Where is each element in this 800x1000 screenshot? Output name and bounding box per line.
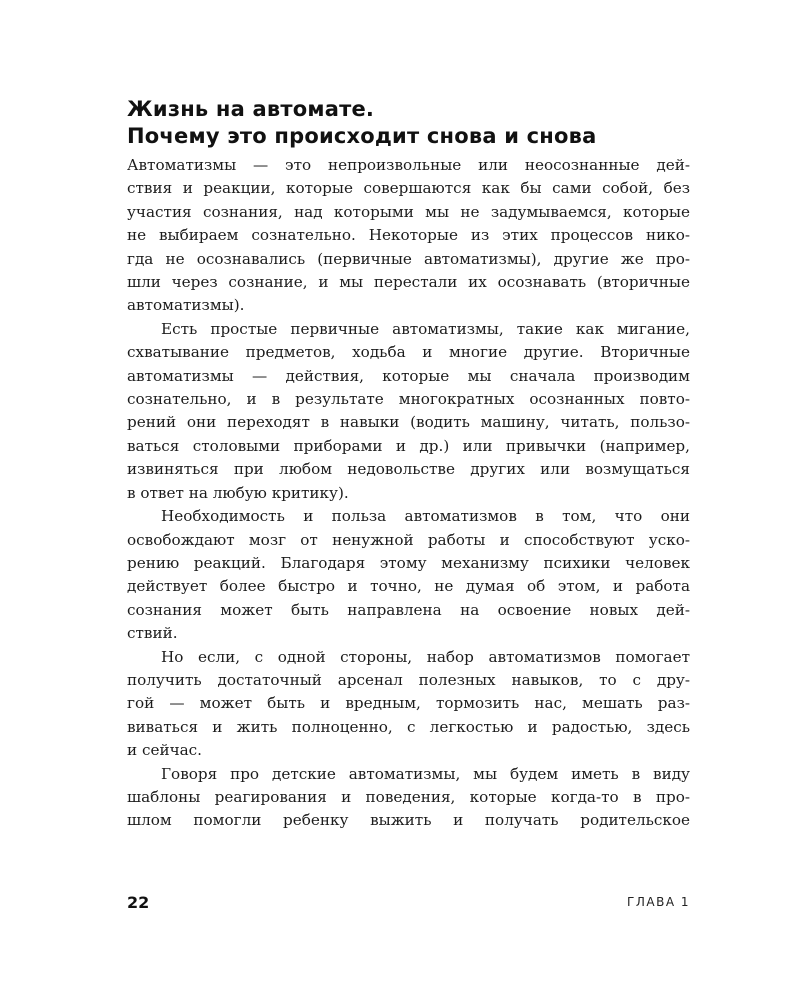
text-line: ваться столовыми приборами и др.) или привычки (например,: [127, 436, 690, 455]
text-line: автоматизмы — действия, которые мы сначала производим: [127, 366, 690, 385]
text-line: Автоматизмы — это непроизвольные или неосознанные дей-: [127, 156, 690, 174]
text-line: в ответ на любую критику).: [127, 483, 349, 502]
text-line: освобождают мозг от ненужной работы и способствуют уско-: [127, 530, 690, 549]
text-line: участия сознания, над которыми мы не задумываемся, которые: [127, 202, 690, 221]
text-line: гда не осознавались (первичные автоматизмы), другие же про-: [127, 249, 690, 268]
text-line: виваться и жить полноценно, с легкостью и радостью, здесь: [127, 717, 690, 736]
text-line: рению реакций. Благодаря этому механизму психики человек: [127, 553, 690, 572]
heading-line-1: Жизнь на автомате.: [127, 97, 375, 121]
chapter-label: ГЛАВА 1: [627, 895, 690, 909]
text-line: шаблоны реагирования и поведения, которые когда-то в про-: [127, 787, 690, 806]
text-line: рений они переходят в навыки (водить машину, читать, пользо-: [127, 413, 690, 432]
text-line: не выбираем сознательно. Некоторые из этих процессов нико-: [127, 226, 690, 245]
page-footer: [127, 893, 690, 913]
paragraph-3: [127, 505, 690, 645]
text-line: схватывание предметов, ходьба и многие другие. Вторичные: [127, 343, 690, 362]
text-line: шлом помогли ребенку выжить и получать родительское: [127, 811, 690, 830]
text-line: шли через сознание, и мы перестали их осознавать (вторичные: [127, 273, 690, 292]
text-line: извиняться при любом недовольстве других или возмущаться: [127, 460, 690, 479]
paragraph-1: [127, 154, 690, 318]
paragraph-4: [127, 646, 690, 763]
text-line: ствия и реакции, которые совершаются как бы сами собой, без: [127, 179, 690, 198]
text-line: гой — может быть и вредным, тормозить нас, мешать раз-: [127, 694, 690, 713]
text-line: Говоря про детские автоматизмы, мы будем иметь в виду: [161, 764, 690, 783]
text-line: Есть простые первичные автоматизмы, такие как мигание,: [161, 319, 690, 338]
book-page: [127, 96, 690, 833]
body-text: [127, 154, 690, 833]
text-line: и сейчас.: [127, 741, 202, 760]
text-line: автоматизмы).: [127, 296, 245, 315]
text-line: Но если, с одной стороны, набор автоматизмов помогает: [161, 647, 690, 666]
text-line: действует более быстро и точно, не думая об этом, и работа: [127, 577, 690, 596]
paragraph-2: [127, 318, 690, 505]
page-number: 22: [127, 893, 150, 912]
text-line: сознания может быть направлена на освоение новых дей-: [127, 600, 690, 619]
section-heading: [127, 96, 690, 150]
text-line: Необходимость и польза автоматизмов в том, что они: [161, 507, 690, 526]
paragraph-5: [127, 763, 690, 833]
text-line: ствий.: [127, 624, 178, 643]
text-line: получить достаточный арсенал полезных навыков, то с дру-: [127, 670, 690, 689]
text-line: сознательно, и в результате многократных осознанных повто-: [127, 390, 690, 409]
heading-line-2: Почему это происходит снова и снова: [127, 124, 597, 148]
